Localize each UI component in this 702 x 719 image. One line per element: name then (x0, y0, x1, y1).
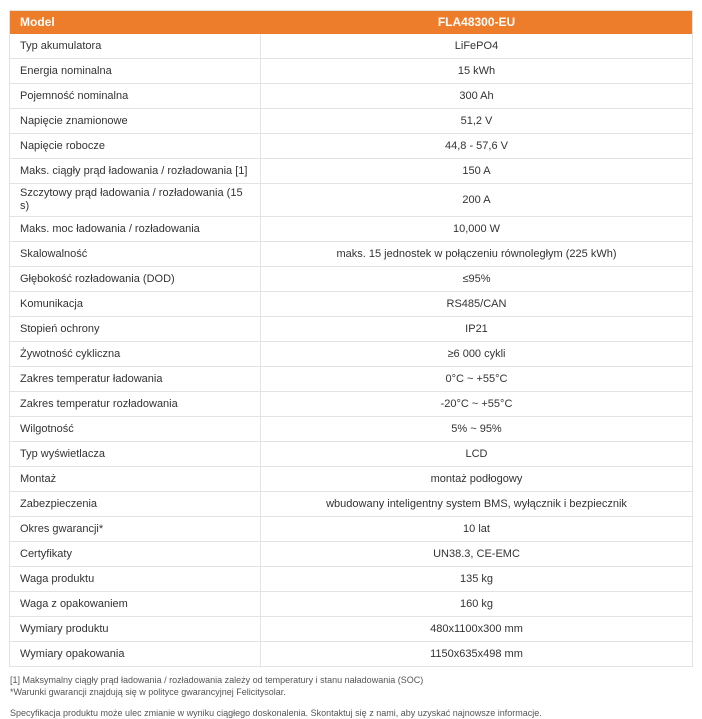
table-row (10, 642, 692, 667)
table-row (10, 467, 692, 492)
table-row (10, 567, 692, 592)
table-row (10, 242, 692, 267)
spec-value: 5% ~ 95% (451, 422, 502, 435)
footnote-warranty: *Warunki gwarancji znajdują się w polityce gwarancyjnej Felicitysolar. (10, 687, 286, 697)
spec-value: 51,2 V (460, 114, 493, 127)
spec-value: LCD (465, 447, 488, 460)
spec-label: Skalowalność (10, 242, 261, 266)
table-row (10, 442, 692, 467)
footnote-disclaimer: Specyfikacja produktu może ulec zmianie w wyniku ciągłego doskonalenia. Skontaktuj się z nami, aby uzyskać najnowsze informacje. (10, 708, 542, 718)
table-row (10, 34, 692, 59)
spec-value: 150 A (462, 164, 491, 177)
spec-label: Zakres temperatur rozładowania (10, 392, 261, 416)
footnotes (9, 675, 693, 719)
spec-value: maks. 15 jednostek w połączeniu równoległym (225 kWh) (336, 247, 617, 260)
spec-value: 160 kg (459, 597, 494, 610)
spec-label: Typ wyświetlacza (10, 442, 261, 466)
spec-label: Stopień ochrony (10, 317, 261, 341)
table-row (10, 109, 692, 134)
spec-label: Waga produktu (10, 567, 261, 591)
header-model-value: FLA48300-EU (437, 14, 516, 29)
table-row (10, 159, 692, 184)
table-row (10, 492, 692, 517)
spec-label: Żywotność cykliczna (10, 342, 261, 366)
spec-label: Montaż (10, 467, 261, 491)
spec-value: 135 kg (459, 572, 494, 585)
table-row (10, 342, 692, 367)
spec-value: 200 A (462, 193, 491, 206)
table-row (10, 517, 692, 542)
spec-value: montaż podłogowy (430, 472, 523, 485)
spec-value: -20°C ~ +55°C (440, 397, 513, 410)
table-row (10, 217, 692, 242)
spec-label: Głębokość rozładowania (DOD) (10, 267, 261, 291)
spec-label: Napięcie znamionowe (10, 109, 261, 133)
spec-label: Maks. moc ładowania / rozładowania (10, 217, 261, 241)
spec-label: Napięcie robocze (10, 134, 261, 158)
table-row (10, 267, 692, 292)
spec-value: IP21 (465, 322, 488, 335)
spec-label: Wymiary opakowania (10, 642, 261, 666)
spec-label: Typ akumulatora (10, 34, 261, 58)
table-row (10, 317, 692, 342)
spec-value: 10 lat (463, 522, 490, 535)
table-row (10, 84, 692, 109)
spec-label: Pojemność nominalna (10, 84, 261, 108)
spec-label: Szczytowy prąd ładowania / rozładowania (15 s) (10, 184, 261, 216)
table-row (10, 184, 692, 217)
spec-value: 0°C ~ +55°C (445, 372, 508, 385)
spec-label: Wymiary produktu (10, 617, 261, 641)
spec-label: Zabezpieczenia (10, 492, 261, 516)
table-row (10, 417, 692, 442)
spec-label: Wilgotność (10, 417, 261, 441)
spec-value: wbudowany inteligentny system BMS, wyłącznik i bezpiecznik (326, 497, 627, 510)
spec-label: Energia nominalna (10, 59, 261, 83)
spec-value: 15 kWh (457, 64, 496, 77)
spec-label: Zakres temperatur ładowania (10, 367, 261, 391)
spec-value: UN38.3, CE-EMC (433, 547, 520, 560)
spec-value: ≤95% (462, 272, 491, 285)
spec-value: 1150x635x498 mm (430, 647, 523, 660)
table-row (10, 292, 692, 317)
table-header-row (10, 11, 692, 34)
spec-label: Certyfikaty (10, 542, 261, 566)
spec-label: Maks. ciągły prąd ładowania / rozładowania [1] (10, 159, 261, 183)
spec-table (9, 10, 693, 667)
spec-value: RS485/CAN (446, 297, 507, 310)
table-row (10, 392, 692, 417)
spec-value: 44,8 - 57,6 V (445, 139, 508, 152)
spec-label: Komunikacja (10, 292, 261, 316)
table-row (10, 367, 692, 392)
spec-value: 300 Ah (459, 89, 494, 102)
table-row (10, 542, 692, 567)
spec-label: Waga z opakowaniem (10, 592, 261, 616)
spec-value: LiFePO4 (454, 39, 499, 52)
table-row (10, 617, 692, 642)
spec-value: 480x1100x300 mm (430, 622, 523, 635)
table-row (10, 592, 692, 617)
spec-label: Okres gwarancji* (10, 517, 261, 541)
table-row (10, 134, 692, 159)
spec-value: ≥6 000 cykli (447, 347, 506, 360)
spec-value: 10,000 W (452, 222, 501, 235)
table-row (10, 59, 692, 84)
header-model-label: Model (10, 11, 261, 33)
footnote-current-limit: [1] Maksymalny ciągły prąd ładowania / rozładowania zależy od temperatury i stanu naładowania (SOC) (10, 675, 424, 685)
